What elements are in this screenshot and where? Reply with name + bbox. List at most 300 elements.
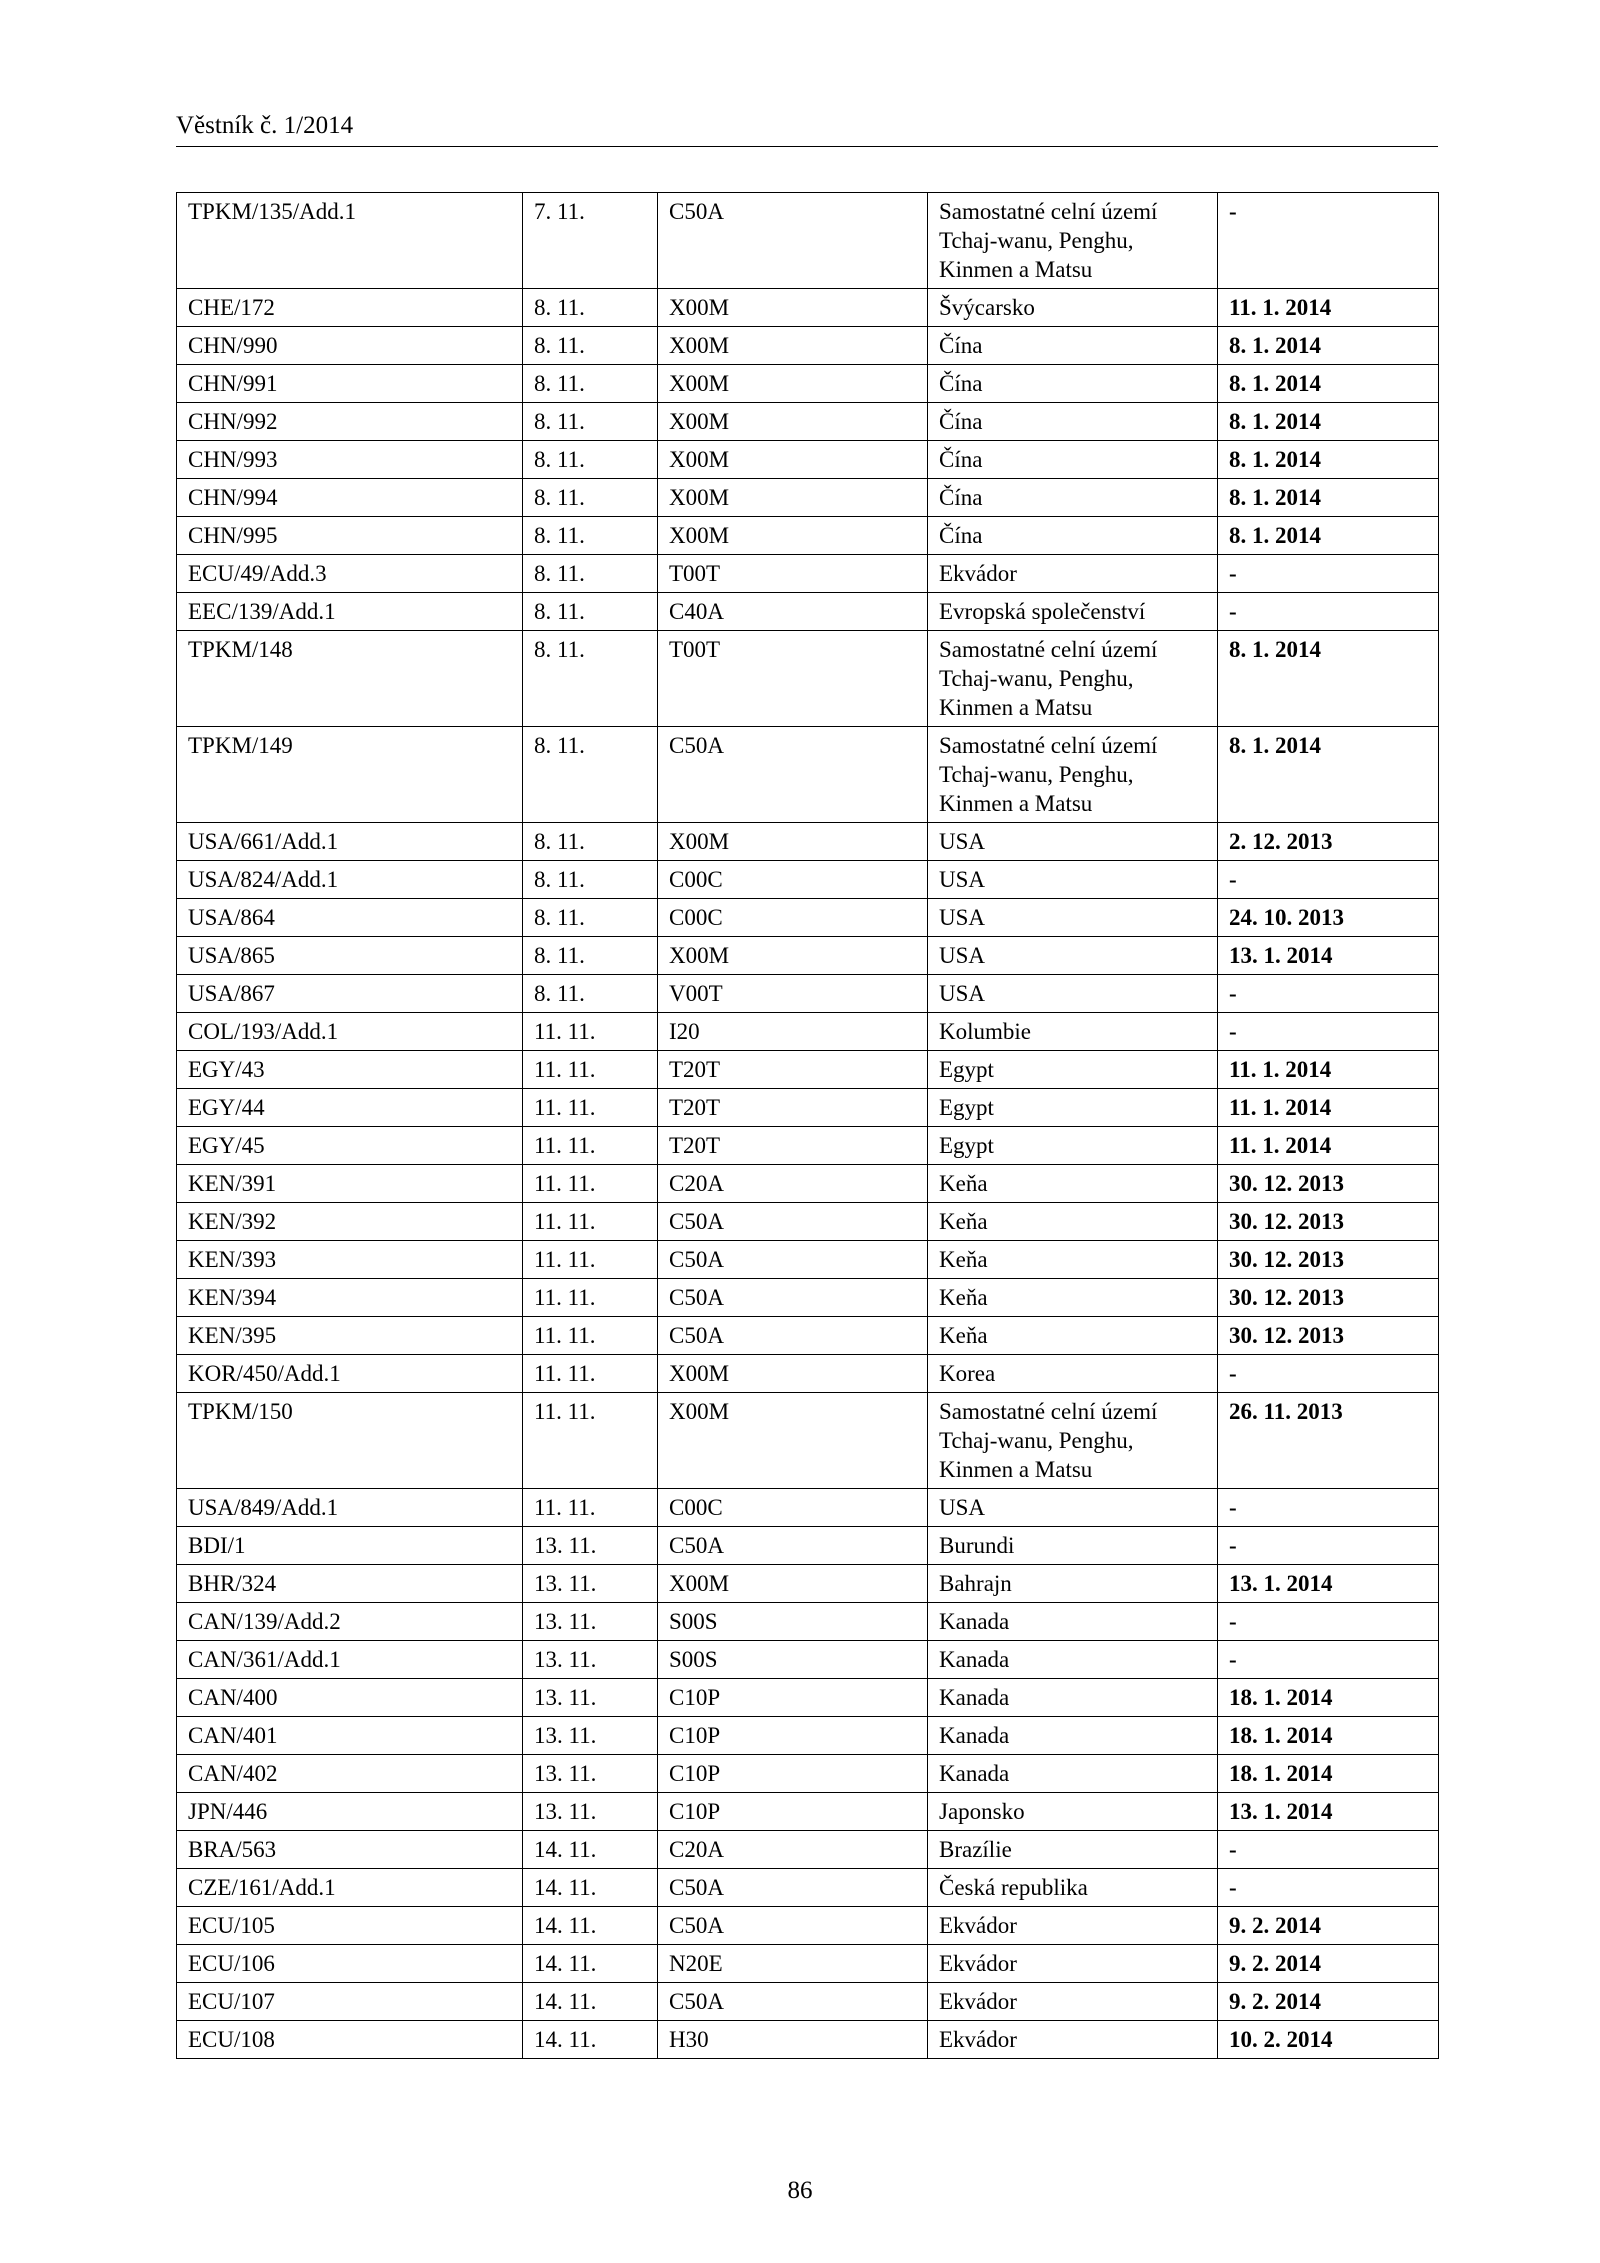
region-cell [928, 1013, 1218, 1051]
table-row [177, 1527, 1439, 1565]
doc-id-cell: CAN/361/Add.1 [177, 1641, 523, 1679]
code-cell: C50A [658, 193, 928, 289]
region-line: Čína [939, 485, 983, 510]
date-cell: 8. 11. [523, 441, 658, 479]
table-row [177, 327, 1439, 365]
table-row [177, 1355, 1439, 1393]
code-cell: V00T [658, 975, 928, 1013]
deadline-cell: 30. 12. 2013 [1218, 1279, 1439, 1317]
doc-id-cell: EGY/45 [177, 1127, 523, 1165]
code-cell: T20T [658, 1089, 928, 1127]
code-cell: C50A [658, 1203, 928, 1241]
code-cell: X00M [658, 1565, 928, 1603]
date-cell: 8. 11. [523, 403, 658, 441]
region-line: Kinmen a Matsu [939, 791, 1093, 816]
page-header-title: Věstník č. 1/2014 [176, 112, 354, 139]
region-line: Ekvádor [939, 1989, 1017, 2014]
date-cell: 13. 11. [523, 1565, 658, 1603]
doc-id-cell: USA/824/Add.1 [177, 861, 523, 899]
region-cell [928, 937, 1218, 975]
region-cell [928, 441, 1218, 479]
doc-id-cell: ECU/107 [177, 1983, 523, 2021]
doc-id-cell: KOR/450/Add.1 [177, 1355, 523, 1393]
region-line: Kinmen a Matsu [939, 695, 1093, 720]
code-cell: N20E [658, 1945, 928, 1983]
deadline-cell: 11. 1. 2014 [1218, 1089, 1439, 1127]
date-cell: 11. 11. [523, 1393, 658, 1489]
date-cell: 7. 11. [523, 193, 658, 289]
table-row [177, 1013, 1439, 1051]
doc-id-cell: KEN/391 [177, 1165, 523, 1203]
code-cell: C50A [658, 1907, 928, 1945]
region-line: Japonsko [939, 1799, 1025, 1824]
region-line: Egypt [939, 1133, 994, 1158]
doc-id-cell: ECU/106 [177, 1945, 523, 1983]
table-row [177, 1089, 1439, 1127]
region-line: Samostatné celní území [939, 637, 1158, 662]
region-line: USA [939, 905, 986, 930]
doc-id-cell: COL/193/Add.1 [177, 1013, 523, 1051]
code-cell: C10P [658, 1755, 928, 1793]
deadline-cell: 13. 1. 2014 [1218, 1565, 1439, 1603]
table-row [177, 1165, 1439, 1203]
table-row [177, 1793, 1439, 1831]
code-cell: S00S [658, 1641, 928, 1679]
doc-id-cell: KEN/393 [177, 1241, 523, 1279]
doc-id-cell: CHE/172 [177, 289, 523, 327]
region-line: Brazílie [939, 1837, 1012, 1862]
region-line: USA [939, 1495, 986, 1520]
table-row [177, 1983, 1439, 2021]
region-line: Kanada [939, 1685, 1010, 1710]
doc-id-cell: CZE/161/Add.1 [177, 1869, 523, 1907]
region-line: Burundi [939, 1533, 1015, 1558]
deadline-cell: 11. 1. 2014 [1218, 1051, 1439, 1089]
region-cell [928, 479, 1218, 517]
doc-id-cell: USA/661/Add.1 [177, 823, 523, 861]
doc-id-cell: CAN/402 [177, 1755, 523, 1793]
region-line: Kanada [939, 1723, 1010, 1748]
date-cell: 8. 11. [523, 365, 658, 403]
code-cell: C50A [658, 727, 928, 823]
page-number: 86 [787, 2177, 813, 2204]
deadline-cell: 9. 2. 2014 [1218, 1945, 1439, 1983]
region-cell [928, 631, 1218, 727]
doc-id-cell: CHN/992 [177, 403, 523, 441]
code-cell: C50A [658, 1241, 928, 1279]
date-cell: 11. 11. [523, 1089, 658, 1127]
code-cell: I20 [658, 1013, 928, 1051]
table-row [177, 1869, 1439, 1907]
region-line: Ekvádor [939, 1951, 1017, 1976]
doc-id-cell: CHN/990 [177, 327, 523, 365]
code-cell: X00M [658, 441, 928, 479]
doc-id-cell: BDI/1 [177, 1527, 523, 1565]
date-cell: 13. 11. [523, 1679, 658, 1717]
table-row [177, 1755, 1439, 1793]
date-cell: 13. 11. [523, 1641, 658, 1679]
table-row [177, 1565, 1439, 1603]
region-cell [928, 1127, 1218, 1165]
doc-id-cell: CHN/994 [177, 479, 523, 517]
date-cell: 8. 11. [523, 593, 658, 631]
date-cell: 11. 11. [523, 1165, 658, 1203]
doc-id-cell: TPKM/150 [177, 1393, 523, 1489]
doc-id-cell: KEN/392 [177, 1203, 523, 1241]
table-row [177, 861, 1439, 899]
table-row [177, 1489, 1439, 1527]
region-cell [928, 1755, 1218, 1793]
date-cell: 8. 11. [523, 479, 658, 517]
region-line: USA [939, 981, 986, 1006]
table-row [177, 441, 1439, 479]
code-cell: X00M [658, 403, 928, 441]
doc-id-cell: TPKM/148 [177, 631, 523, 727]
region-cell [928, 1641, 1218, 1679]
date-cell: 14. 11. [523, 1907, 658, 1945]
region-cell [928, 1907, 1218, 1945]
table-row [177, 1279, 1439, 1317]
table-row [177, 593, 1439, 631]
doc-id-cell: CAN/401 [177, 1717, 523, 1755]
region-line: Samostatné celní území [939, 733, 1158, 758]
date-cell: 11. 11. [523, 1355, 658, 1393]
deadline-cell: - [1218, 1355, 1439, 1393]
region-line: Kanada [939, 1609, 1010, 1634]
doc-id-cell: BRA/563 [177, 1831, 523, 1869]
doc-id-cell: EGY/43 [177, 1051, 523, 1089]
date-cell: 14. 11. [523, 1945, 658, 1983]
table-row [177, 2021, 1439, 2059]
region-cell [928, 517, 1218, 555]
region-cell [928, 1355, 1218, 1393]
region-cell [928, 823, 1218, 861]
doc-id-cell: USA/864 [177, 899, 523, 937]
code-cell: X00M [658, 365, 928, 403]
deadline-cell: 8. 1. 2014 [1218, 403, 1439, 441]
table-row [177, 403, 1439, 441]
code-cell: C50A [658, 1317, 928, 1355]
region-line: USA [939, 829, 986, 854]
region-cell [928, 1565, 1218, 1603]
region-cell [928, 1793, 1218, 1831]
region-cell [928, 1165, 1218, 1203]
region-line: Tchaj-wanu, Penghu, [939, 666, 1134, 691]
code-cell: T00T [658, 555, 928, 593]
table-row [177, 899, 1439, 937]
region-cell [928, 1717, 1218, 1755]
region-cell [928, 1051, 1218, 1089]
code-cell: X00M [658, 327, 928, 365]
table-row [177, 1051, 1439, 1089]
region-line: Čína [939, 333, 983, 358]
region-cell [928, 2021, 1218, 2059]
deadline-cell: - [1218, 1831, 1439, 1869]
region-line: Egypt [939, 1057, 994, 1082]
doc-id-cell: KEN/394 [177, 1279, 523, 1317]
deadline-cell: 13. 1. 2014 [1218, 937, 1439, 975]
deadline-cell: 30. 12. 2013 [1218, 1317, 1439, 1355]
region-line: Ekvádor [939, 1913, 1017, 1938]
doc-id-cell: CHN/993 [177, 441, 523, 479]
region-line: USA [939, 867, 986, 892]
code-cell: C10P [658, 1793, 928, 1831]
code-cell: C50A [658, 1983, 928, 2021]
deadline-cell: 26. 11. 2013 [1218, 1393, 1439, 1489]
region-cell [928, 1527, 1218, 1565]
region-line: Tchaj-wanu, Penghu, [939, 228, 1134, 253]
region-line: Kanada [939, 1761, 1010, 1786]
deadline-cell: 10. 2. 2014 [1218, 2021, 1439, 2059]
code-cell: X00M [658, 289, 928, 327]
region-cell [928, 593, 1218, 631]
deadline-cell: - [1218, 861, 1439, 899]
deadline-cell: - [1218, 1869, 1439, 1907]
date-cell: 8. 11. [523, 823, 658, 861]
region-line: Kinmen a Matsu [939, 1457, 1093, 1482]
region-cell [928, 1203, 1218, 1241]
region-cell [928, 1869, 1218, 1907]
region-cell [928, 1945, 1218, 1983]
region-cell [928, 365, 1218, 403]
doc-id-cell: EGY/44 [177, 1089, 523, 1127]
notification-table [176, 192, 1439, 2059]
region-line: Keňa [939, 1247, 988, 1272]
doc-id-cell: EEC/139/Add.1 [177, 593, 523, 631]
deadline-cell: - [1218, 975, 1439, 1013]
table-row [177, 1907, 1439, 1945]
code-cell: X00M [658, 823, 928, 861]
date-cell: 11. 11. [523, 1317, 658, 1355]
table-row [177, 1679, 1439, 1717]
region-cell [928, 1489, 1218, 1527]
region-cell [928, 1317, 1218, 1355]
region-line: Egypt [939, 1095, 994, 1120]
code-cell: C00C [658, 899, 928, 937]
doc-id-cell: ECU/49/Add.3 [177, 555, 523, 593]
date-cell: 11. 11. [523, 1241, 658, 1279]
deadline-cell: 18. 1. 2014 [1218, 1755, 1439, 1793]
region-line: Keňa [939, 1171, 988, 1196]
doc-id-cell: CHN/991 [177, 365, 523, 403]
deadline-cell: 2. 12. 2013 [1218, 823, 1439, 861]
code-cell: C00C [658, 1489, 928, 1527]
date-cell: 8. 11. [523, 631, 658, 727]
deadline-cell: - [1218, 1013, 1439, 1051]
table-row [177, 823, 1439, 861]
doc-id-cell: CAN/400 [177, 1679, 523, 1717]
deadline-cell: 8. 1. 2014 [1218, 365, 1439, 403]
deadline-cell: - [1218, 555, 1439, 593]
region-line: Kanada [939, 1647, 1010, 1672]
doc-id-cell: ECU/108 [177, 2021, 523, 2059]
table-row [177, 631, 1439, 727]
region-line: Samostatné celní území [939, 199, 1158, 224]
deadline-cell: 8. 1. 2014 [1218, 479, 1439, 517]
date-cell: 13. 11. [523, 1603, 658, 1641]
table-row [177, 1831, 1439, 1869]
deadline-cell: 8. 1. 2014 [1218, 727, 1439, 823]
code-cell: C20A [658, 1165, 928, 1203]
region-line: Čína [939, 523, 983, 548]
deadline-cell: 18. 1. 2014 [1218, 1679, 1439, 1717]
doc-id-cell: BHR/324 [177, 1565, 523, 1603]
region-cell [928, 727, 1218, 823]
region-cell [928, 1983, 1218, 2021]
deadline-cell: 9. 2. 2014 [1218, 1907, 1439, 1945]
date-cell: 11. 11. [523, 1051, 658, 1089]
table-row [177, 289, 1439, 327]
region-line: Keňa [939, 1209, 988, 1234]
deadline-cell: 24. 10. 2013 [1218, 899, 1439, 937]
date-cell: 8. 11. [523, 899, 658, 937]
region-line: Tchaj-wanu, Penghu, [939, 762, 1134, 787]
doc-id-cell: JPN/446 [177, 1793, 523, 1831]
date-cell: 8. 11. [523, 861, 658, 899]
deadline-cell: 8. 1. 2014 [1218, 631, 1439, 727]
code-cell: C10P [658, 1679, 928, 1717]
table-row [177, 1393, 1439, 1489]
deadline-cell: 8. 1. 2014 [1218, 327, 1439, 365]
doc-id-cell: TPKM/135/Add.1 [177, 193, 523, 289]
region-line: USA [939, 943, 986, 968]
region-line: Čína [939, 447, 983, 472]
doc-id-cell: USA/849/Add.1 [177, 1489, 523, 1527]
deadline-cell: - [1218, 593, 1439, 631]
table-row [177, 1717, 1439, 1755]
deadline-cell: - [1218, 193, 1439, 289]
date-cell: 8. 11. [523, 937, 658, 975]
table-row [177, 727, 1439, 823]
region-line: Ekvádor [939, 2027, 1017, 2052]
code-cell: T00T [658, 631, 928, 727]
deadline-cell: 9. 2. 2014 [1218, 1983, 1439, 2021]
deadline-cell: 11. 1. 2014 [1218, 1127, 1439, 1165]
code-cell: X00M [658, 1355, 928, 1393]
deadline-cell: 18. 1. 2014 [1218, 1717, 1439, 1755]
region-cell [928, 193, 1218, 289]
code-cell: X00M [658, 937, 928, 975]
region-line: Evropská společenství [939, 599, 1146, 624]
deadline-cell: - [1218, 1527, 1439, 1565]
region-cell [928, 1089, 1218, 1127]
deadline-cell: - [1218, 1489, 1439, 1527]
deadline-cell: 8. 1. 2014 [1218, 441, 1439, 479]
date-cell: 8. 11. [523, 289, 658, 327]
code-cell: X00M [658, 517, 928, 555]
region-line: Kinmen a Matsu [939, 257, 1093, 282]
date-cell: 8. 11. [523, 975, 658, 1013]
code-cell: H30 [658, 2021, 928, 2059]
region-line: Česká republika [939, 1875, 1088, 1900]
date-cell: 8. 11. [523, 517, 658, 555]
table-row [177, 555, 1439, 593]
code-cell: T20T [658, 1051, 928, 1089]
table-row [177, 1241, 1439, 1279]
region-cell [928, 899, 1218, 937]
region-cell [928, 861, 1218, 899]
region-line: Švýcarsko [939, 295, 1035, 320]
deadline-cell: - [1218, 1603, 1439, 1641]
code-cell: C50A [658, 1869, 928, 1907]
region-cell [928, 1831, 1218, 1869]
region-cell [928, 1241, 1218, 1279]
date-cell: 11. 11. [523, 1127, 658, 1165]
region-cell [928, 1393, 1218, 1489]
code-cell: S00S [658, 1603, 928, 1641]
region-line: Bahrajn [939, 1571, 1012, 1596]
table-row [177, 937, 1439, 975]
table-row [177, 193, 1439, 289]
deadline-cell: - [1218, 1641, 1439, 1679]
date-cell: 11. 11. [523, 1489, 658, 1527]
date-cell: 14. 11. [523, 2021, 658, 2059]
date-cell: 8. 11. [523, 327, 658, 365]
code-cell: C50A [658, 1527, 928, 1565]
region-cell [928, 975, 1218, 1013]
deadline-cell: 8. 1. 2014 [1218, 517, 1439, 555]
doc-id-cell: ECU/105 [177, 1907, 523, 1945]
doc-id-cell: CHN/995 [177, 517, 523, 555]
region-line: Tchaj-wanu, Penghu, [939, 1428, 1134, 1453]
table-row [177, 975, 1439, 1013]
region-cell [928, 555, 1218, 593]
table-row [177, 517, 1439, 555]
date-cell: 13. 11. [523, 1717, 658, 1755]
doc-id-cell: USA/865 [177, 937, 523, 975]
code-cell: C40A [658, 593, 928, 631]
table-row [177, 1945, 1439, 1983]
deadline-cell: 30. 12. 2013 [1218, 1165, 1439, 1203]
region-line: Keňa [939, 1285, 988, 1310]
doc-id-cell: TPKM/149 [177, 727, 523, 823]
code-cell: C00C [658, 861, 928, 899]
region-line: Korea [939, 1361, 996, 1386]
code-cell: C10P [658, 1717, 928, 1755]
table-row [177, 1127, 1439, 1165]
deadline-cell: 30. 12. 2013 [1218, 1241, 1439, 1279]
table-row [177, 365, 1439, 403]
table-row [177, 479, 1439, 517]
notification-table-body [177, 193, 1439, 2059]
header-divider [176, 146, 1438, 147]
deadline-cell: 11. 1. 2014 [1218, 289, 1439, 327]
deadline-cell: 30. 12. 2013 [1218, 1203, 1439, 1241]
region-line: Čína [939, 371, 983, 396]
code-cell: X00M [658, 1393, 928, 1489]
doc-id-cell: USA/867 [177, 975, 523, 1013]
date-cell: 13. 11. [523, 1527, 658, 1565]
table-row [177, 1317, 1439, 1355]
date-cell: 8. 11. [523, 555, 658, 593]
date-cell: 8. 11. [523, 727, 658, 823]
region-cell [928, 327, 1218, 365]
region-line: Ekvádor [939, 561, 1017, 586]
region-cell [928, 1279, 1218, 1317]
code-cell: X00M [658, 479, 928, 517]
code-cell: C50A [658, 1279, 928, 1317]
region-cell [928, 403, 1218, 441]
region-line: Keňa [939, 1323, 988, 1348]
date-cell: 14. 11. [523, 1869, 658, 1907]
code-cell: T20T [658, 1127, 928, 1165]
region-cell [928, 289, 1218, 327]
date-cell: 13. 11. [523, 1793, 658, 1831]
code-cell: C20A [658, 1831, 928, 1869]
date-cell: 11. 11. [523, 1013, 658, 1051]
region-line: Čína [939, 409, 983, 434]
doc-id-cell: CAN/139/Add.2 [177, 1603, 523, 1641]
